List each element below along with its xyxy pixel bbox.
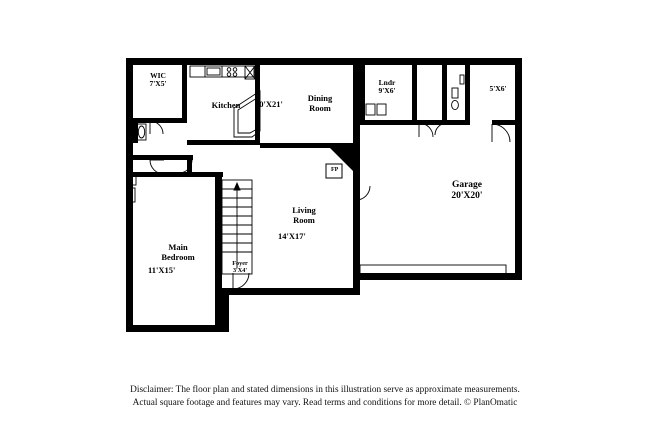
interior-walls: [133, 65, 520, 177]
room-name-foyer: Foyer: [232, 260, 248, 267]
disclaimer-text: [0, 384, 650, 411]
fireplace-label: FP: [331, 167, 339, 173]
room-dim-foyer: 3'X4': [232, 266, 248, 274]
room-dim-laundry: 9'X6': [378, 86, 396, 96]
room-dim-garage: 20'X20': [451, 190, 483, 201]
disclaimer-line-2: Actual square footage and features may vary. Read terms and conditions for more detail. © PlanOmatic: [132, 398, 518, 409]
dimension-main-bedroom: 11'X15': [148, 265, 176, 275]
room-name-laundry: Lndr: [378, 78, 396, 87]
room-sub-dining: Room: [309, 102, 331, 113]
disclaimer-line-1: Disclaimer: The floor plan and stated dimensions in this illustration serve as approximate measurements.: [130, 385, 520, 395]
room-name-main: Main: [168, 242, 188, 252]
room-sub-bedroom: Bedroom: [161, 251, 195, 262]
dimension-kitchen: 10'X21': [255, 99, 283, 109]
room-sub-living: Room: [293, 214, 315, 225]
room-dim-closet-5x6: 5'X6': [489, 84, 507, 93]
room-name-garage: Garage: [451, 180, 483, 190]
room-name-kitchen: Kitchen: [211, 100, 241, 110]
dimension-living: 14'X17': [278, 231, 306, 241]
room-name-dining: Dining: [307, 93, 333, 103]
room-name-living: Living: [292, 205, 316, 215]
room-name-wic: WIC: [150, 71, 166, 80]
room-dim-wic: 7'X5': [149, 79, 167, 89]
